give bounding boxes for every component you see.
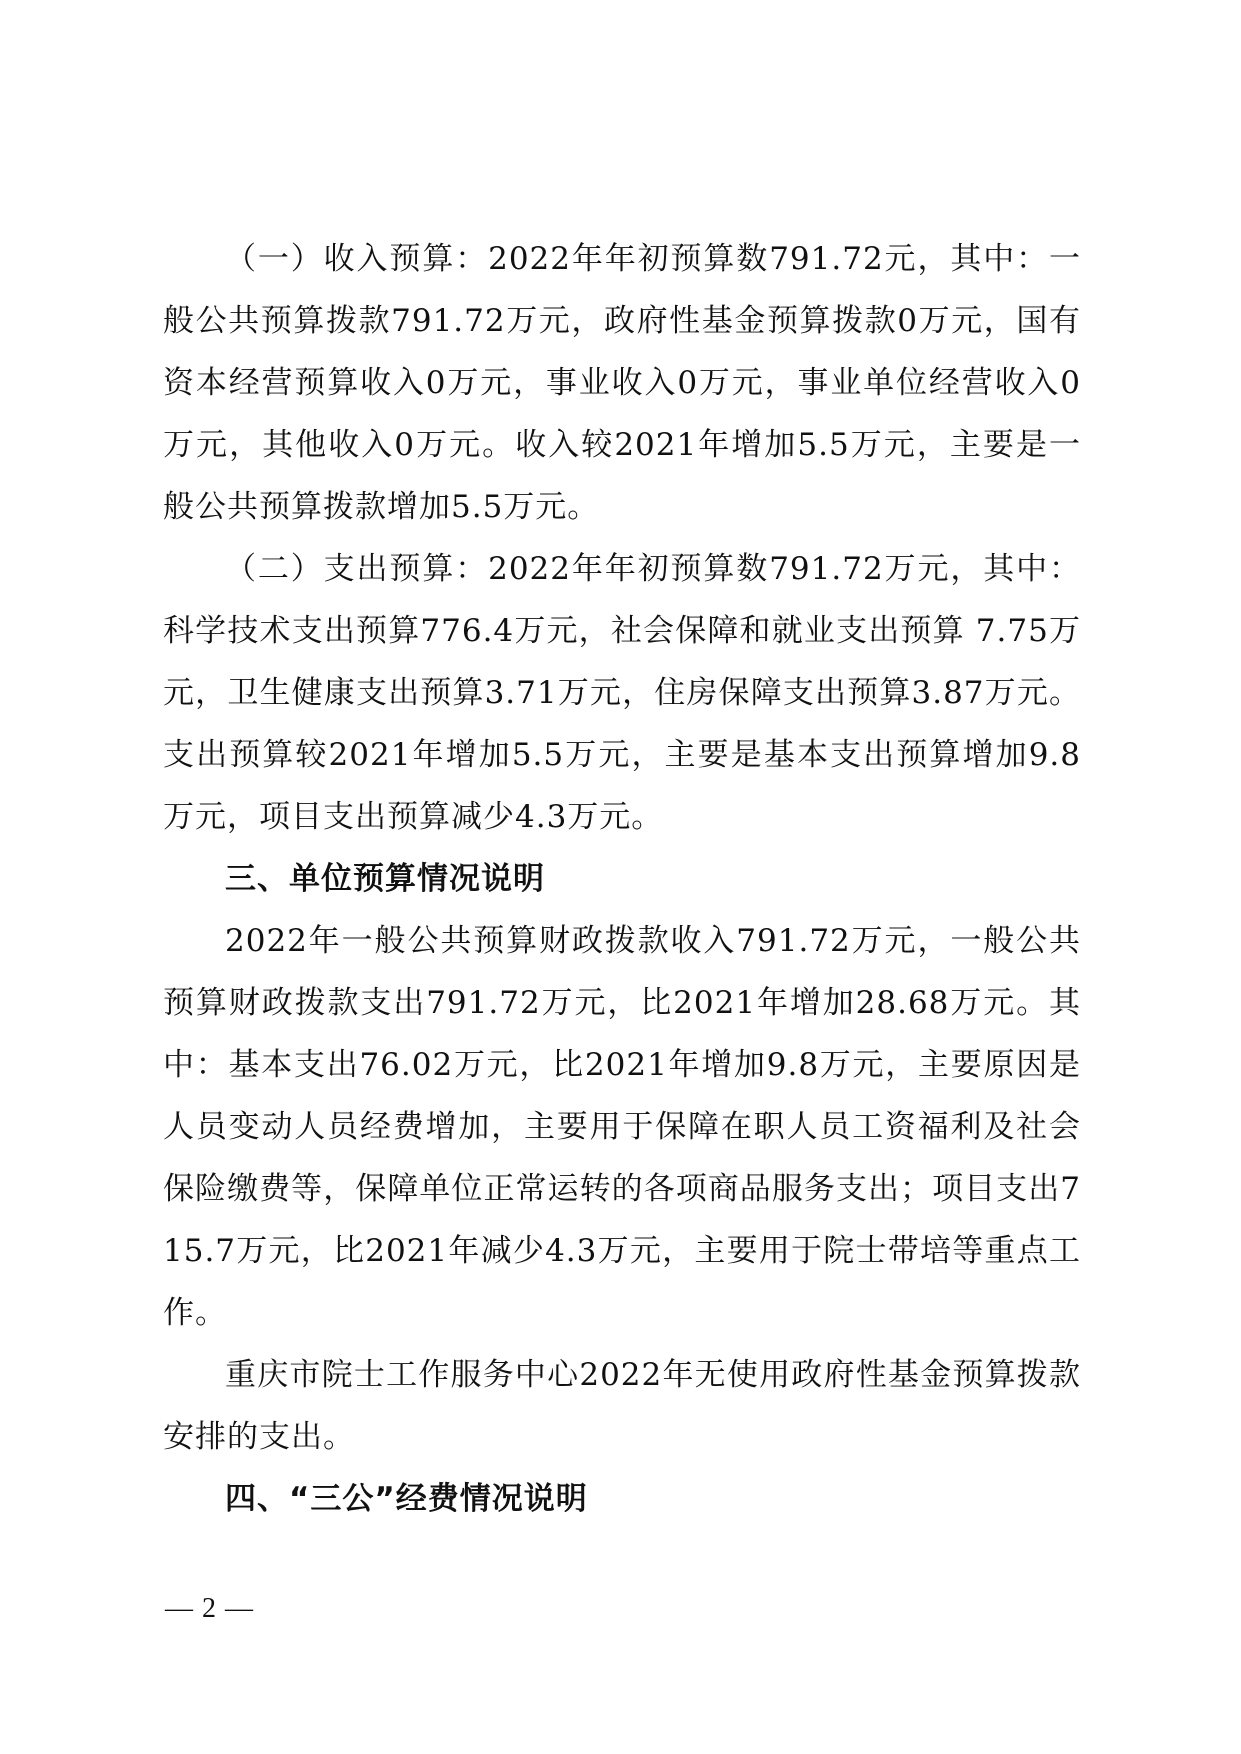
- section-heading-unit-budget: 三、单位预算情况说明: [225, 861, 545, 897]
- income-budget-paragraph: （一）收入预算：2022年年初预算数791.72元，其中：一般公共预算拨款791.72万元，政府性基金预算拨款0万元，国有资本经营预算收入0万元，事业收入0万元，事业单位经营收入0万元，其他收入0万元。收入较2021年增加5.5万元，主要是一般公共预算拨款增加5.5万元。: [163, 241, 1081, 525]
- section-heading-three-public-expenses: 四、“三公”经费情况说明: [225, 1481, 588, 1517]
- page-number: — 2 —: [165, 1593, 254, 1624]
- document-body: [163, 228, 1081, 1530]
- government-fund-paragraph: 重庆市院士工作服务中心2022年无使用政府性基金预算拨款安排的支出。: [163, 1357, 1081, 1455]
- expenditure-budget-paragraph: （二）支出预算：2022年年初预算数791.72万元，其中：科学技术支出预算776.4万元，社会保障和就业支出预算 7.75万元，卫生健康支出预算3.71万元，住房保障支出预算3.87万元。支出预算较2021年增加5.5万元，主要是基本支出预算增加9.8万元，项目支出预算减少4.3万元。: [163, 551, 1081, 835]
- unit-budget-paragraph: 2022年一般公共预算财政拨款收入791.72万元，一般公共预算财政拨款支出791.72万元，比2021年增加28.68万元。其中：基本支出76.02万元，比2021年增加9.8万元，主要原因是人员变动人员经费增加，主要用于保障在职人员工资福利及社会保险缴费等，保障单位正常运转的各项商品服务支出；项目支出715.7万元，比2021年减少4.3万元，主要用于院士带培等重点工作。: [163, 923, 1081, 1331]
